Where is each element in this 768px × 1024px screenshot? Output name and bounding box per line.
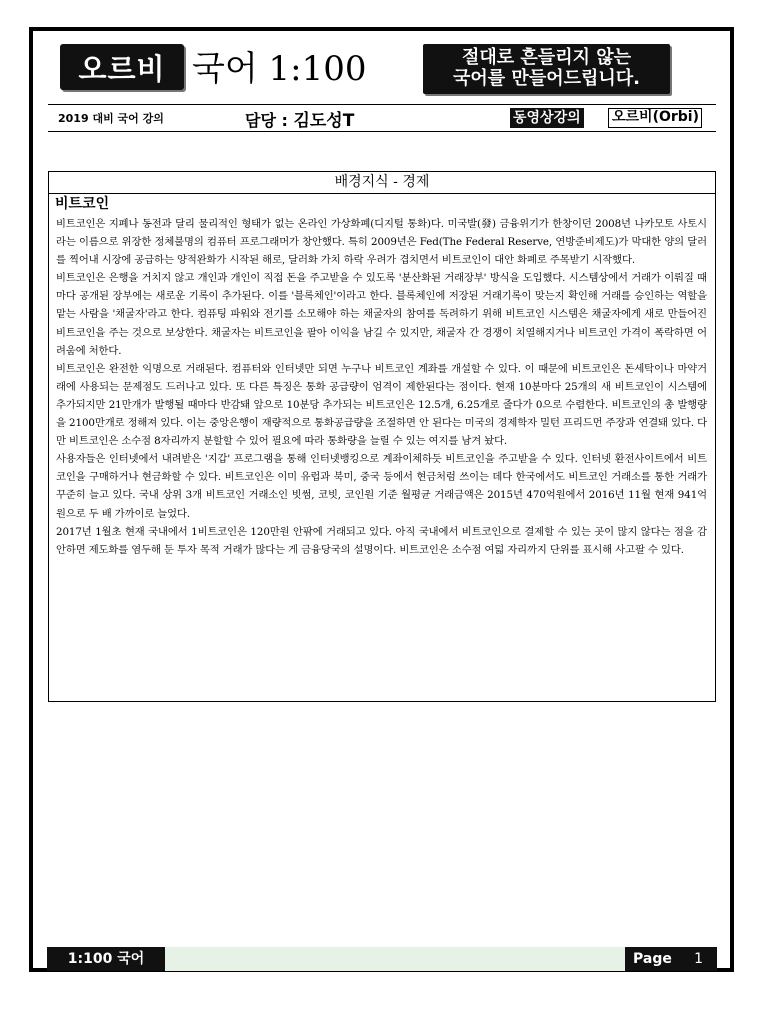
video-site-label: 오르비(Orbi) (608, 108, 702, 128)
page-footer (47, 947, 717, 971)
subheader-row (48, 104, 716, 132)
video-lecture-label: 동영상강의 (510, 108, 584, 128)
course-label: 2019 대비 국어 강의 (58, 112, 164, 125)
tagline-line-1: 절대로 흔들리지 않는 (461, 47, 632, 68)
teacher-label: 담당 : (245, 111, 294, 130)
content-box (48, 171, 716, 702)
page-title: 국어 1:100 (192, 49, 367, 89)
paragraph-2: 비트코인은 은행을 거치지 않고 개인과 개인이 직접 돈을 주고받을 수 있도록 '분산화된 거래장부' 방식을 도입했다. 시스템상에서 거래가 이뤄질 때마다 공개된 장부에는 새로운 기록이 추가된다. 이를 '블록체인'이라고 한다. 블록체인에 저장된 거래기록이 맞는지 확인해 거래를 승인하는 역할을 맡는 사람을 '채굴자'라고 한다. 컴퓨팅 파워와 전기를 소모해야 하는 채굴자의 참여를 독려하기 위해 비트코인 시스템은 채굴자에게 새로 만들어진 비트코인을 주는 것으로 보상한다. 채굴자는 비트코인을 팔아 이익을 남길 수 있지만, 채굴자 간 경쟁이 치열해지거나 비트코인 가격이 폭락하면 어려움에 처한다. (56, 272, 707, 357)
paragraph-4: 사용자들은 인터넷에서 내려받은 '지갑' 프로그램을 통해 인터넷뱅킹으로 계좌이체하듯 비트코인을 주고받을 수 있다. 인터넷 환전사이트에서 비트코인을 구매하거나 현금화할 수 있다. 비트코인은 이미 유럽과 북미, 중국 등에서 현금처럼 쓰이는 데다 한국에서도 비트코인 거래소를 통한 거래가 꾸준히 늘고 있다. 국내 상위 3개 비트코인 거래소인 빗썸, 코빗, 코인원 기준 월평균 거래금액은 2015년 470억원에서 2016년 11월 현재 941억원으로 두 배 가까이로 늘었다. (56, 453, 707, 520)
paragraph-3: 비트코인은 완전한 익명으로 거래된다. 컴퓨터와 인터넷만 되면 누구나 비트코인 계좌를 개설할 수 있다. 이 때문에 비트코인은 돈세탁이나 마약거래에 사용되는 문제점도 드러나고 있다. 또 다른 특징은 통화 공급량이 엄격이 제한된다는 점이다. 현재 10분마다 25개의 새 비트코인이 시스템에 추가되지만 21만개가 발행될 때마다 반감돼 앞으로 10분당 추가되는 비트코인은 12.5개, 6.25개로 줄다가 0으로 수렴한다. 비트코인의 총 발행량을 2100만개로 정해져 있다. 이는 중앙은행이 재량적으로 통화공급량을 조절하면 안 된다는 미국의 경제학자 밀턴 프리드먼 주장과 연결돼 있다. 다만 비트코인은 소수점 8자리까지 분할할 수 있어 필요에 따라 통화량을 늘릴 수 있는 여지를 남겨 놨다. (56, 362, 707, 448)
teacher-info (245, 106, 354, 131)
paragraph-1: 비트코인은 지폐나 동전과 달리 물리적인 형태가 없는 온라인 가상화폐(디지털 통화)다. 미국발(發) 금융위기가 한창이던 2008년 나카모토 사토시라는 이름으로 위장한 정체불명의 컴퓨터 프로그래머가 창안했다. 특히 2009년은 Fed(The Federal Reserve, 연방준비제도)가 막대한 양의 달러를 찍어내 시장에 공급하는 양적완화가 시작된 해로, 달러화 가치 하락 우려가 겹치면서 비트코인이 대안 화폐로 주목받기 시작했다. (56, 218, 707, 267)
article-body (49, 214, 715, 559)
teacher-name: 김도성T (293, 111, 355, 131)
orbi-logo: 오르비 (60, 44, 184, 90)
page-label: Page (633, 951, 672, 967)
paragraph-5: 2017년 1월초 현재 국내에서 1비트코인은 120만원 안팎에 거래되고 있다. 아직 국내에서 비트코인으로 결제할 수 있는 곳이 많지 않다는 점을 감안하면 제도화를 염두해 둔 투자 목적 거래가 많다는 게 금융당국의 설명이다. 비트코인은 소수점 여덟 자리까지 단위를 표시해 사고팔 수 있다. (56, 525, 707, 556)
page-indicator (625, 947, 717, 971)
topic-heading: 비트코인 (55, 196, 110, 212)
page-number: 1 (694, 951, 703, 967)
tagline-banner (423, 44, 670, 94)
tagline-line-2: 국어를 만들어드립니다. (453, 68, 640, 89)
section-title: 배경지식 - 경제 (49, 172, 715, 194)
footer-course-label: 1:100 국어 (47, 947, 165, 971)
